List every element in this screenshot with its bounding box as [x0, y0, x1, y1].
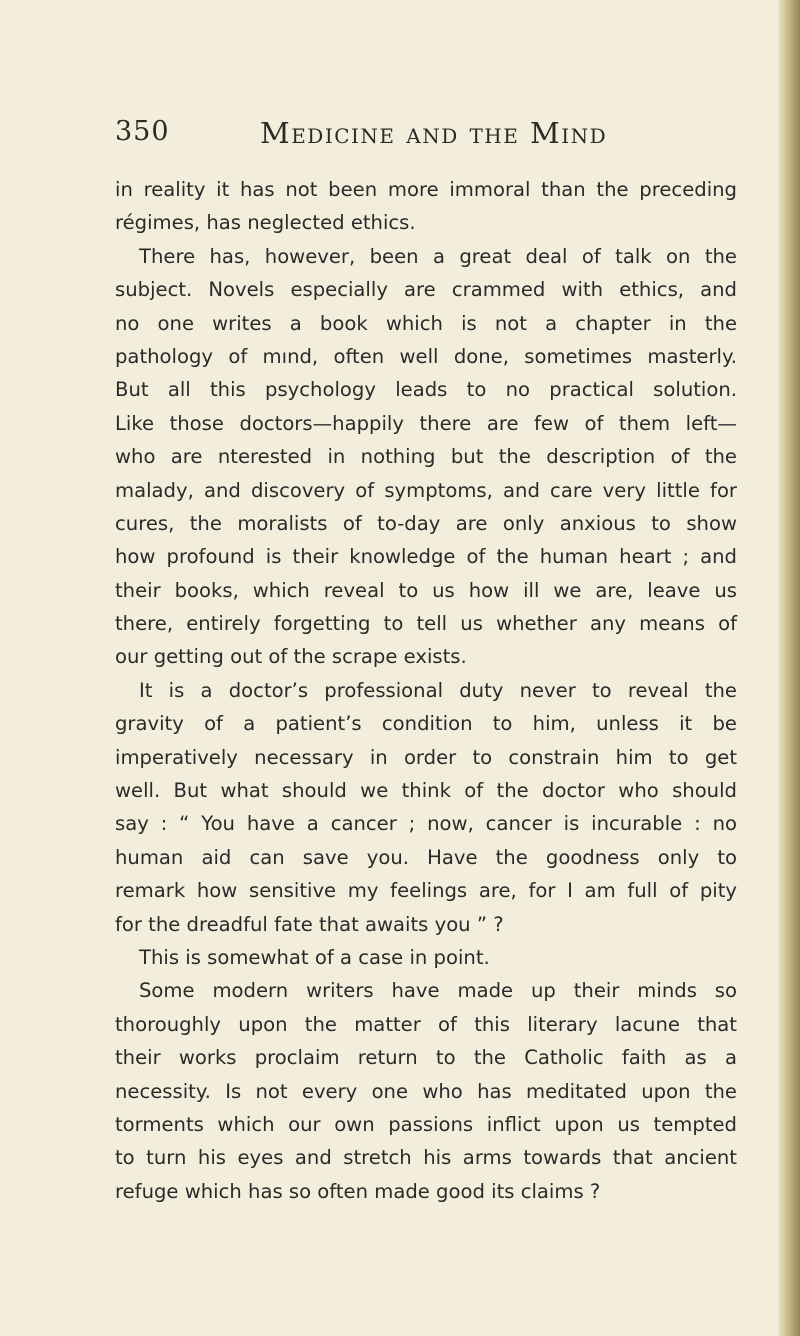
- text-line: our getting out of the scrape exists.: [115, 645, 467, 669]
- text-line: But all this psychology leads to no practical solution.: [115, 378, 737, 402]
- text-line: subject. Novels especially are crammed with ethics, and: [115, 278, 737, 302]
- text-line: imperatively necessary in order to constrain him to get: [115, 745, 737, 769]
- text-line: malady, and discovery of symptoms, and care very little for: [115, 478, 737, 502]
- text-line: gravity of a patient’s condition to him, unless it be: [115, 712, 737, 736]
- text-line: no one writes a book which is not a chapter in the: [115, 311, 737, 335]
- text-line: There has, however, been a great deal of talk on the: [139, 244, 737, 268]
- text-line: Like those doctors—happily there are few of them left—: [115, 411, 737, 435]
- text-line: in reality it has not been more immoral than the preceding: [115, 178, 737, 201]
- page-number: 350: [115, 116, 170, 147]
- text-line: to turn his eyes and stretch his arms towards that ancient: [115, 1146, 737, 1170]
- page-header: [115, 116, 755, 156]
- text-line: well. But what should we think of the doctor who should: [115, 779, 737, 803]
- text-line: Some modern writers have made up their minds so: [139, 979, 737, 1003]
- text-line: their books, which reveal to us how ill we are, leave us: [115, 578, 737, 602]
- text-line: how profound is their knowledge of the human heart ; and: [115, 545, 737, 569]
- text-line: their works proclaim return to the Catholic faith as a: [115, 1046, 737, 1070]
- running-head: Medicine and the Mind: [260, 116, 608, 150]
- text-line: refuge which has so often made good its claims ?: [115, 1179, 601, 1203]
- text-line: remark how sensitive my feelings are, for I am full of pity: [115, 879, 737, 903]
- page-edge-shadow: [778, 0, 800, 1336]
- text-line: torments which our own passions inflict upon us tempted: [115, 1112, 737, 1136]
- text-line: pathology of mınd, often well done, sometimes masterly.: [115, 344, 737, 368]
- text-line: who are nterested in nothing but the description of the: [115, 445, 737, 469]
- text-line: for the dreadful fate that awaits you ” ?: [115, 912, 504, 936]
- body-text: [115, 173, 737, 1208]
- text-line: It is a doctor’s professional duty never to reveal the: [139, 678, 737, 702]
- text-line: thoroughly upon the matter of this literary lacune that: [115, 1012, 737, 1036]
- text-line: necessity. Is not every one who has meditated upon the: [115, 1079, 737, 1103]
- text-line: This is somewhat of a case in point.: [139, 945, 490, 969]
- text-line: cures, the moralists of to-day are only anxious to show: [115, 511, 737, 535]
- text-line: human aid can save you. Have the goodness only to: [115, 845, 737, 869]
- text-line: there, entirely forgetting to tell us whether any means of: [115, 612, 737, 636]
- text-line: say : “ You have a cancer ; now, cancer is incurable : no: [115, 812, 737, 836]
- text-line: régimes, has neglected ethics.: [115, 211, 416, 235]
